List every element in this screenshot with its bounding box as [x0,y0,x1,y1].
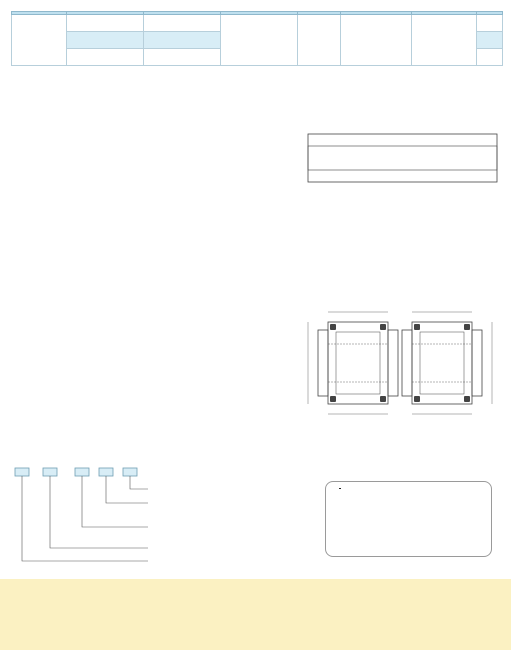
cell-bending [221,15,298,66]
bend-view-drawing [322,200,472,292]
cell-inside [67,32,144,49]
drag-chain-photo [14,128,294,278]
cell-outside [144,15,221,32]
cross-section-drawing [296,300,506,430]
order-form-diagram [13,458,173,576]
cell-outside [144,49,221,66]
cell-inside [67,49,144,66]
cell-nonsupport [341,15,412,66]
table-row [12,15,503,32]
cell-inside [67,15,144,32]
spec-table [11,11,503,66]
top-view-drawing [305,128,500,190]
formula-equation [338,488,491,489]
cell-type [412,15,477,66]
formula-box [325,481,492,557]
cell-outside [144,32,221,49]
cell-pitch [298,15,341,66]
cell-model [12,15,67,66]
cell-b1 [477,49,503,66]
formula-fraction [339,488,341,489]
cell-b1 [477,15,503,32]
cell-b1 [477,32,503,49]
application-band [0,579,511,650]
